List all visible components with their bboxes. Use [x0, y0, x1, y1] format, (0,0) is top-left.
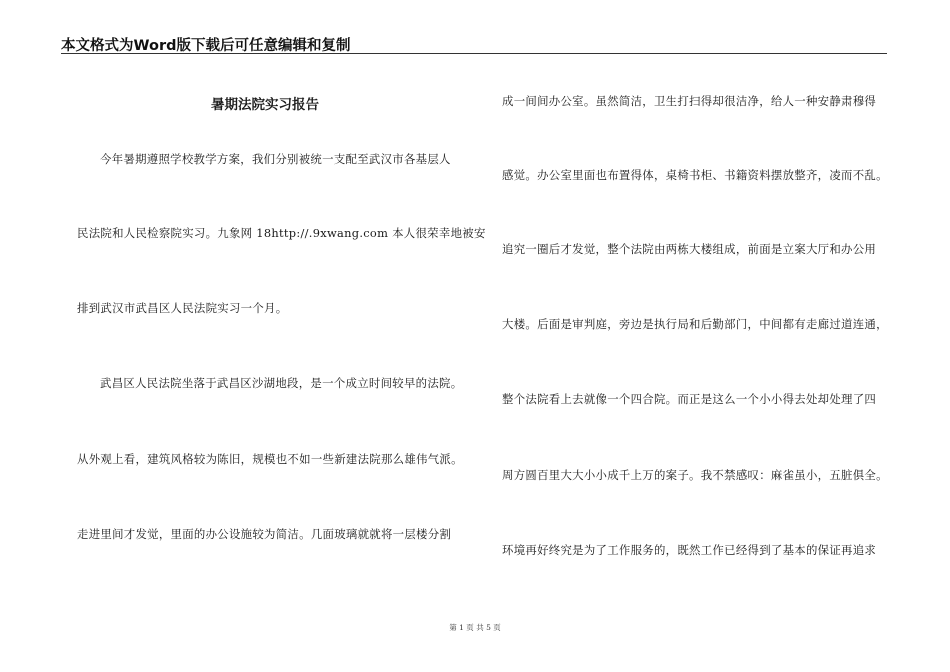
document-title: 暑期法院实习报告: [211, 97, 319, 113]
left-paragraph-line: 今年暑期遵照学校教学方案，我们分别被统一支配至武汉市各基层人: [100, 152, 451, 166]
left-paragraph-line: 民法院和人民检察院实习。九象网 18http://.9xwang.com 本人很荣幸地被安: [77, 226, 486, 240]
left-paragraph-line: 从外观上看，建筑风格较为陈旧，规模也不如一些新建法院那么雄伟气派。: [77, 452, 463, 466]
right-paragraph-line: 周方圆百里大大小小成千上万的案子。我不禁感叹：麻雀虽小，五脏俱全。: [502, 468, 888, 482]
left-paragraph-line: 走进里间才发觉，里面的办公设施较为简洁。几面玻璃就就将一层楼分割: [77, 527, 452, 541]
right-paragraph-line: 大楼。后面是审判庭，旁边是执行局和后勤部门，中间都有走廊过道连通，: [502, 317, 888, 331]
right-paragraph-line: 追究一圈后才发觉，整个法院由两栋大楼组成，前面是立案大厅和办公用: [502, 242, 877, 256]
right-paragraph-line: 感觉。办公室里面也布置得体，桌椅书柜、书籍资料摆放整齐，凌而不乱。: [502, 168, 888, 182]
document-banner: 本文格式为Word版下载后可任意编辑和复制: [61, 38, 351, 54]
left-paragraph-line: 武昌区人民法院坐落于武昌区沙湖地段，是一个成立时间较早的法院。: [100, 376, 463, 390]
page-number-footer: 第 1 页 共 5 页: [449, 623, 501, 632]
right-paragraph-line: 整个法院看上去就像一个四合院。而正是这么一个小小得去处却处理了四: [502, 392, 877, 406]
banner-divider: [61, 53, 887, 54]
right-paragraph-line: 成一间间办公室。虽然简洁，卫生打扫得却很洁净，给人一种安静肃穆得: [502, 94, 877, 108]
right-paragraph-line: 环境再好终究是为了工作服务的，既然工作已经得到了基本的保证再追求: [502, 543, 877, 557]
left-paragraph-line: 排到武汉市武昌区人民法院实习一个月。: [77, 301, 288, 315]
